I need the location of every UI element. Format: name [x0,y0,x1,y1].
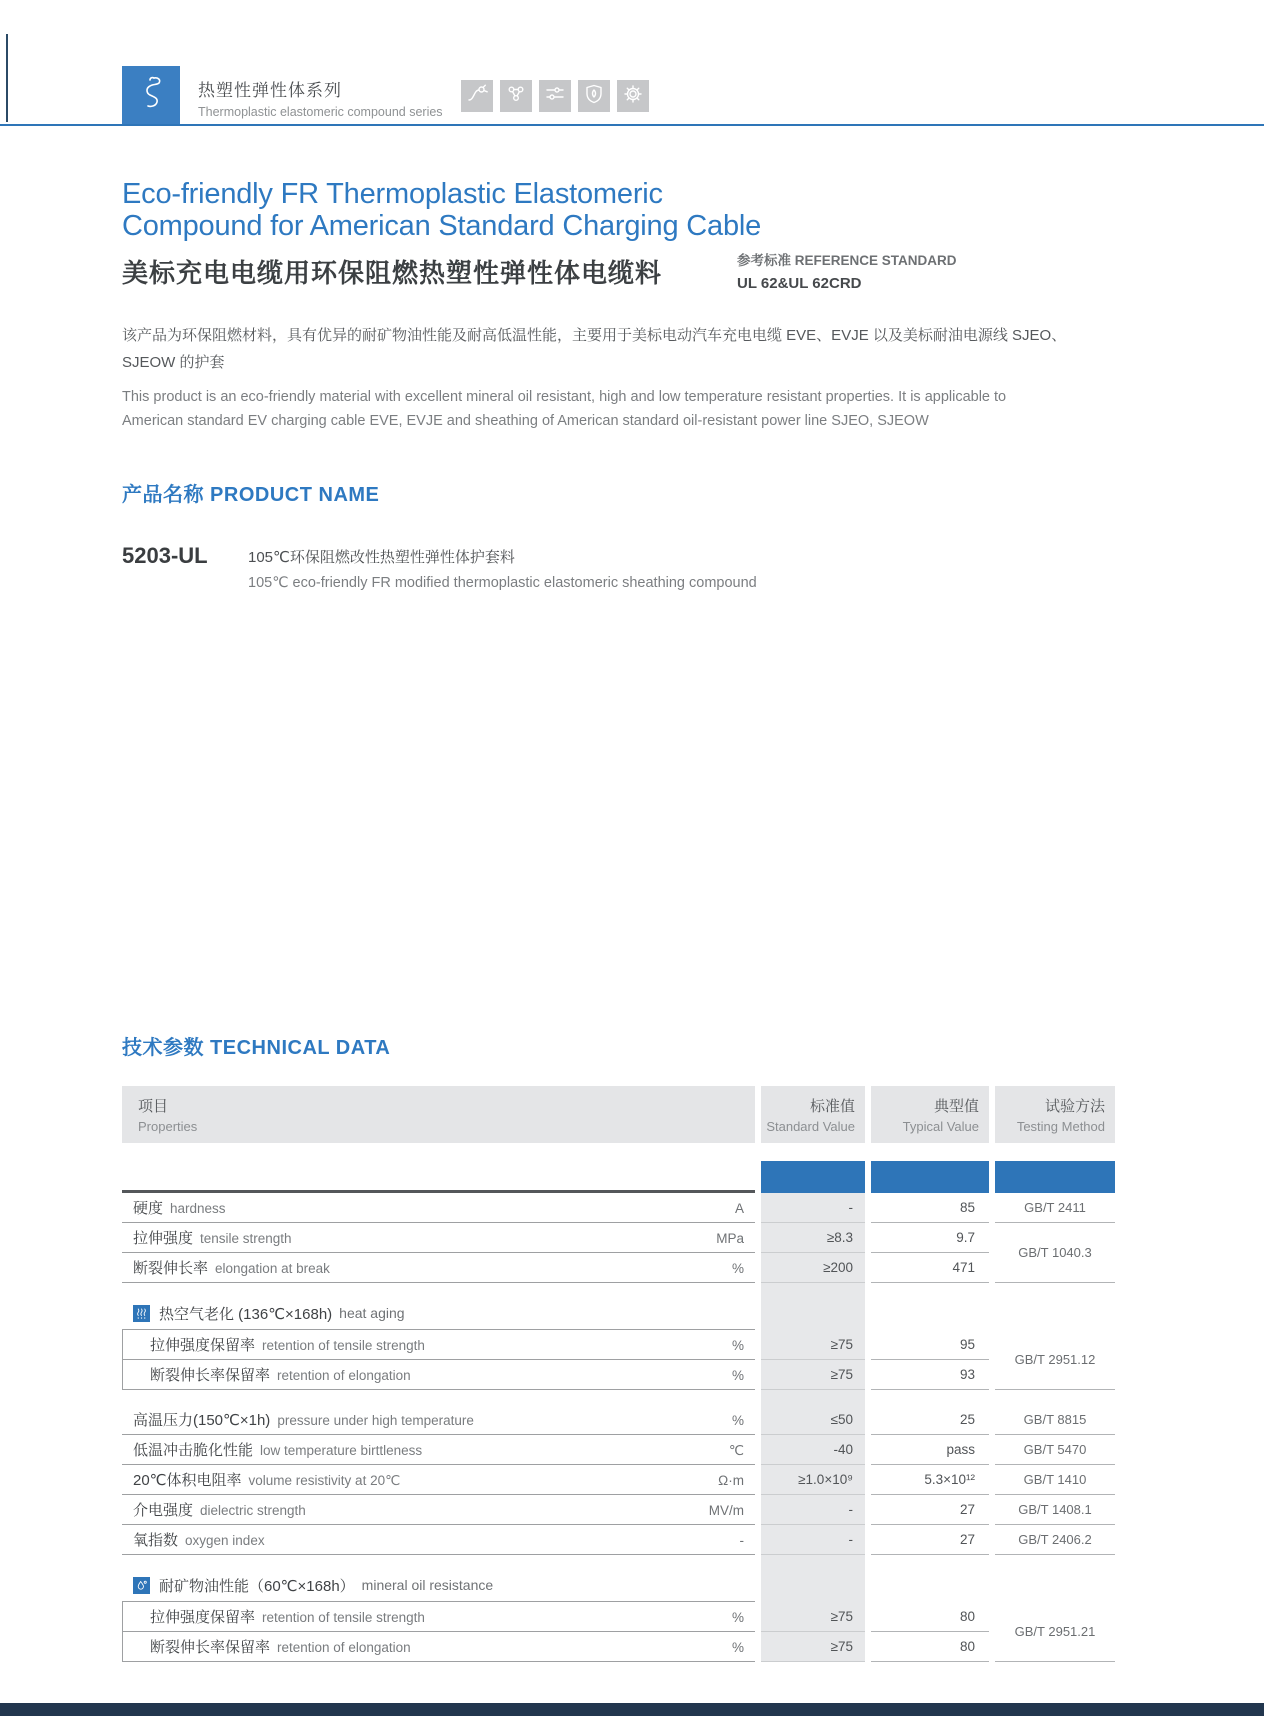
property-label-en: pressure under high temperature [277,1412,474,1428]
typical-value-cell: 27 [871,1495,989,1525]
application-icons [461,80,649,112]
property-label-zh: 低温冲击脆化性能 [133,1441,254,1459]
property-cell [122,1193,755,1223]
page-header [0,0,1264,124]
product-code: 5203-UL [122,542,208,568]
standard-value-cell-empty [761,1298,865,1330]
testing-method-cell: GB/T 2951.12 [995,1330,1115,1390]
testing-method-cell: GB/T 2411 [995,1193,1115,1223]
unit-label: A [734,1200,744,1216]
typical-value-cell-empty [871,1390,989,1405]
product-entry [122,543,1146,591]
column-gap [989,1253,995,1283]
property-cell [122,1602,755,1632]
testing-method-cell: GB/T 2406.2 [995,1525,1115,1555]
property-label-zh: 断裂伸长率保留率 [150,1638,271,1656]
property-cell-empty [122,1283,755,1298]
standard-value-cell: ≥75 [761,1602,865,1632]
section-header-cell [122,1570,755,1602]
header-icon-box [461,80,493,112]
property-label-zh: 氧指数 [133,1531,179,1549]
property-cell-empty [122,1390,755,1405]
table-row [122,1193,1115,1223]
unit-label: Ω·m [718,1472,744,1488]
property-label-en: oxygen index [185,1532,265,1548]
property-cell [122,1330,755,1360]
table-row [122,1465,1115,1495]
technical-data-table [122,1086,1115,1662]
standard-value-cell: -40 [761,1435,865,1465]
gear-icon [621,82,645,111]
property-cell [122,1525,755,1555]
typical-value-cell: 93 [871,1360,989,1390]
standard-value-cell: ≥1.0×10⁹ [761,1465,865,1495]
unit-label: % [731,1367,744,1383]
title-block [122,178,1146,290]
brand-logo [122,66,180,124]
table-spacer-row [122,1143,1115,1161]
table-decor [122,1143,1115,1193]
shield-leaf-icon [582,82,606,111]
standard-accent-bar [761,1161,865,1193]
table-gap-row [122,1555,1115,1570]
property-label-zh: 硬度 [133,1199,164,1217]
property-label-zh: 拉伸强度保留率 [150,1608,256,1626]
oil-drop-icon [133,1577,150,1594]
typical-value-cell: 85 [871,1193,989,1223]
testing-method-cell: GB/T 1410 [995,1465,1115,1495]
table-section-row [122,1298,1115,1330]
testing-method-cell-empty [995,1570,1115,1602]
typical-value-header: 典型值 Typical Value [871,1086,989,1143]
testing-method-cell-empty [995,1390,1115,1405]
typical-value-cell: 27 [871,1525,989,1555]
method-accent-bar [995,1161,1115,1193]
unit-label: % [731,1337,744,1353]
property-cell [122,1360,755,1390]
typical-value-cell: 5.3×10¹² [871,1465,989,1495]
intro-zh: 该产品为环保阻燃材料，具有优异的耐矿物油性能及耐高低温性能，主要用于美标电动汽车充电电缆 EVE、EVJE 以及美标耐油电源线 SJEO、SJEOW 的护套 [122,326,1067,371]
standard-value-cell-empty [761,1390,865,1405]
table-header-row [122,1086,1115,1143]
section-header-cell [122,1298,755,1330]
technical-data-heading: 技术参数 TECHNICAL DATA [122,1036,391,1059]
section-label-en: heat aging [339,1305,405,1322]
typical-value-cell-empty [871,1283,989,1298]
series-title-zh: 热塑性弹性体系列 [198,81,342,100]
testing-method-cell: GB/T 2951.21 [995,1602,1115,1662]
properties-accent-line [122,1161,755,1193]
property-cell [122,1495,755,1525]
sliders-icon [543,82,567,111]
series-title [198,66,443,119]
unit-label: % [731,1412,744,1428]
table-row [122,1602,1115,1632]
header-icon-box [578,80,610,112]
typical-value-cell: pass [871,1435,989,1465]
property-label-zh: 介电强度 [133,1501,194,1519]
unit-label: MPa [716,1230,744,1246]
header-divider [0,124,1264,126]
unit-label: % [731,1609,744,1625]
property-label-en: tensile strength [200,1230,292,1246]
property-cell [122,1465,755,1495]
series-title-en: Thermoplastic elastomeric compound series [198,105,443,119]
standard-value-header: 标准值 Standard Value [761,1086,865,1143]
table-row [122,1360,1115,1390]
property-label-en: low temperature birttleness [260,1442,423,1458]
intro-paragraphs [122,322,1146,434]
product-name-section [122,478,1146,591]
section-label-zh: 耐矿物油性能（60℃×168h） [159,1577,355,1595]
standard-value-cell-empty [761,1283,865,1298]
standard-value-cell: ≤50 [761,1405,865,1435]
standard-value-cell: ≥75 [761,1632,865,1662]
table-row [122,1330,1115,1360]
header-icon-box [539,80,571,112]
table-gap-row [122,1283,1115,1298]
standard-value-cell-empty [761,1555,865,1570]
molecule-icon [504,82,528,111]
column-gap [989,1632,995,1662]
typical-value-cell: 471 [871,1253,989,1283]
property-label-zh: 拉伸强度 [133,1229,194,1247]
testing-method-header: 试验方法 Testing Method [995,1086,1115,1143]
unit-label: MV/m [708,1502,744,1518]
testing-method-cell: GB/T 1408.1 [995,1495,1115,1525]
product-descriptions [248,543,757,591]
table-row [122,1435,1115,1465]
unit-label: - [739,1532,744,1548]
table-row [122,1525,1115,1555]
typical-value-cell-empty [871,1298,989,1330]
property-label-en: volume resistivity at 20℃ [248,1472,401,1488]
typical-value-cell: 9.7 [871,1223,989,1253]
property-label-zh: 拉伸强度保留率 [150,1336,256,1354]
property-label-zh: 断裂伸长率保留率 [150,1366,271,1384]
product-name-heading: 产品名称 PRODUCT NAME [122,483,380,506]
property-cell [122,1435,755,1465]
heat-icon [133,1305,150,1322]
column-gap [989,1360,995,1390]
typical-accent-bar [871,1161,989,1193]
table-data-body [122,1193,1115,1662]
table-row [122,1253,1115,1283]
unit-label: ℃ [728,1442,744,1458]
product-desc-en: 105℃ eco-friendly FR modified thermoplastic elastomeric sheathing compound [248,574,757,591]
testing-method-cell: GB/T 5470 [995,1435,1115,1465]
property-label-zh: 高温压力(150℃×1h) [133,1411,271,1429]
typical-value-cell-empty [871,1570,989,1602]
table-gap-row [122,1390,1115,1405]
testing-method-cell-empty [995,1298,1115,1330]
unit-label: % [731,1639,744,1655]
typical-value-cell: 80 [871,1632,989,1662]
table-accent-bar-row [122,1161,1115,1193]
standard-value-cell: ≥75 [761,1360,865,1390]
unit-label: % [731,1260,744,1276]
product-title-zh: 美标充电电缆用环保阻燃热塑性弹性体电缆料 [122,257,663,288]
property-cell [122,1253,755,1283]
table-row [122,1405,1115,1435]
section-label-en: mineral oil resistance [361,1577,494,1594]
elastomer-squiggle-icon [131,73,171,118]
table-section-row [122,1570,1115,1602]
testing-method-cell: GB/T 8815 [995,1405,1115,1435]
property-cell-empty [122,1555,755,1570]
product-title-en: Eco-friendly FR Thermoplastic Elastomeric Compound for American Standard Charging Cable [122,178,762,243]
header-icon-box [500,80,532,112]
page-body [0,178,1264,1662]
standard-value-cell: - [761,1525,865,1555]
intro-en: This product is an eco-friendly material with excellent mineral oil resistant, high and low temperature resistant properties. It is applicable to American standard EV charging cable EVE, EVJE and sheathing of American standard oil-resistant power line SJEO, SJEOW [122,388,1007,429]
testing-method-cell-empty [995,1555,1115,1570]
property-cell [122,1632,755,1662]
typical-value-cell: 95 [871,1330,989,1360]
reference-standard-label: 参考标准 REFERENCE STANDARD [737,252,957,268]
property-cell [122,1223,755,1253]
typical-value-cell: 80 [871,1602,989,1632]
table-row [122,1223,1115,1253]
product-desc-zh: 105℃环保阻燃改性热塑性弹性体护套料 [248,548,515,566]
property-label-zh: 20℃体积电阻率 [133,1471,242,1489]
standard-value-cell-empty [761,1570,865,1602]
page-footer-bar [0,1703,1264,1716]
property-label-en: retention of elongation [277,1367,411,1383]
property-label-en: hardness [170,1200,226,1216]
standard-value-cell: ≥200 [761,1253,865,1283]
properties-header: 项目 Properties [122,1086,755,1143]
property-label-en: elongation at break [215,1260,330,1276]
typical-value-cell: 25 [871,1405,989,1435]
table-row [122,1495,1115,1525]
page-edge-accent [6,34,8,122]
table-row [122,1632,1115,1662]
cable-icon [465,82,489,111]
reference-standard [737,249,957,292]
standard-value-cell: ≥8.3 [761,1223,865,1253]
property-label-en: retention of elongation [277,1639,411,1655]
standard-value-cell: - [761,1193,865,1223]
standard-value-cell: - [761,1495,865,1525]
standard-value-cell: ≥75 [761,1330,865,1360]
header-icon-box [617,80,649,112]
property-cell [122,1405,755,1435]
property-label-en: dielectric strength [200,1502,306,1518]
property-label-en: retention of tensile strength [262,1337,425,1353]
testing-method-cell: GB/T 1040.3 [995,1223,1115,1283]
typical-value-cell-empty [871,1555,989,1570]
property-label-en: retention of tensile strength [262,1609,425,1625]
technical-data-section [122,1031,1146,1662]
reference-standard-value: UL 62&UL 62CRD [737,274,862,292]
testing-method-cell-empty [995,1283,1115,1298]
section-label-zh: 热空气老化 (136℃×168h) [159,1305,333,1323]
property-label-zh: 断裂伸长率 [133,1259,209,1277]
